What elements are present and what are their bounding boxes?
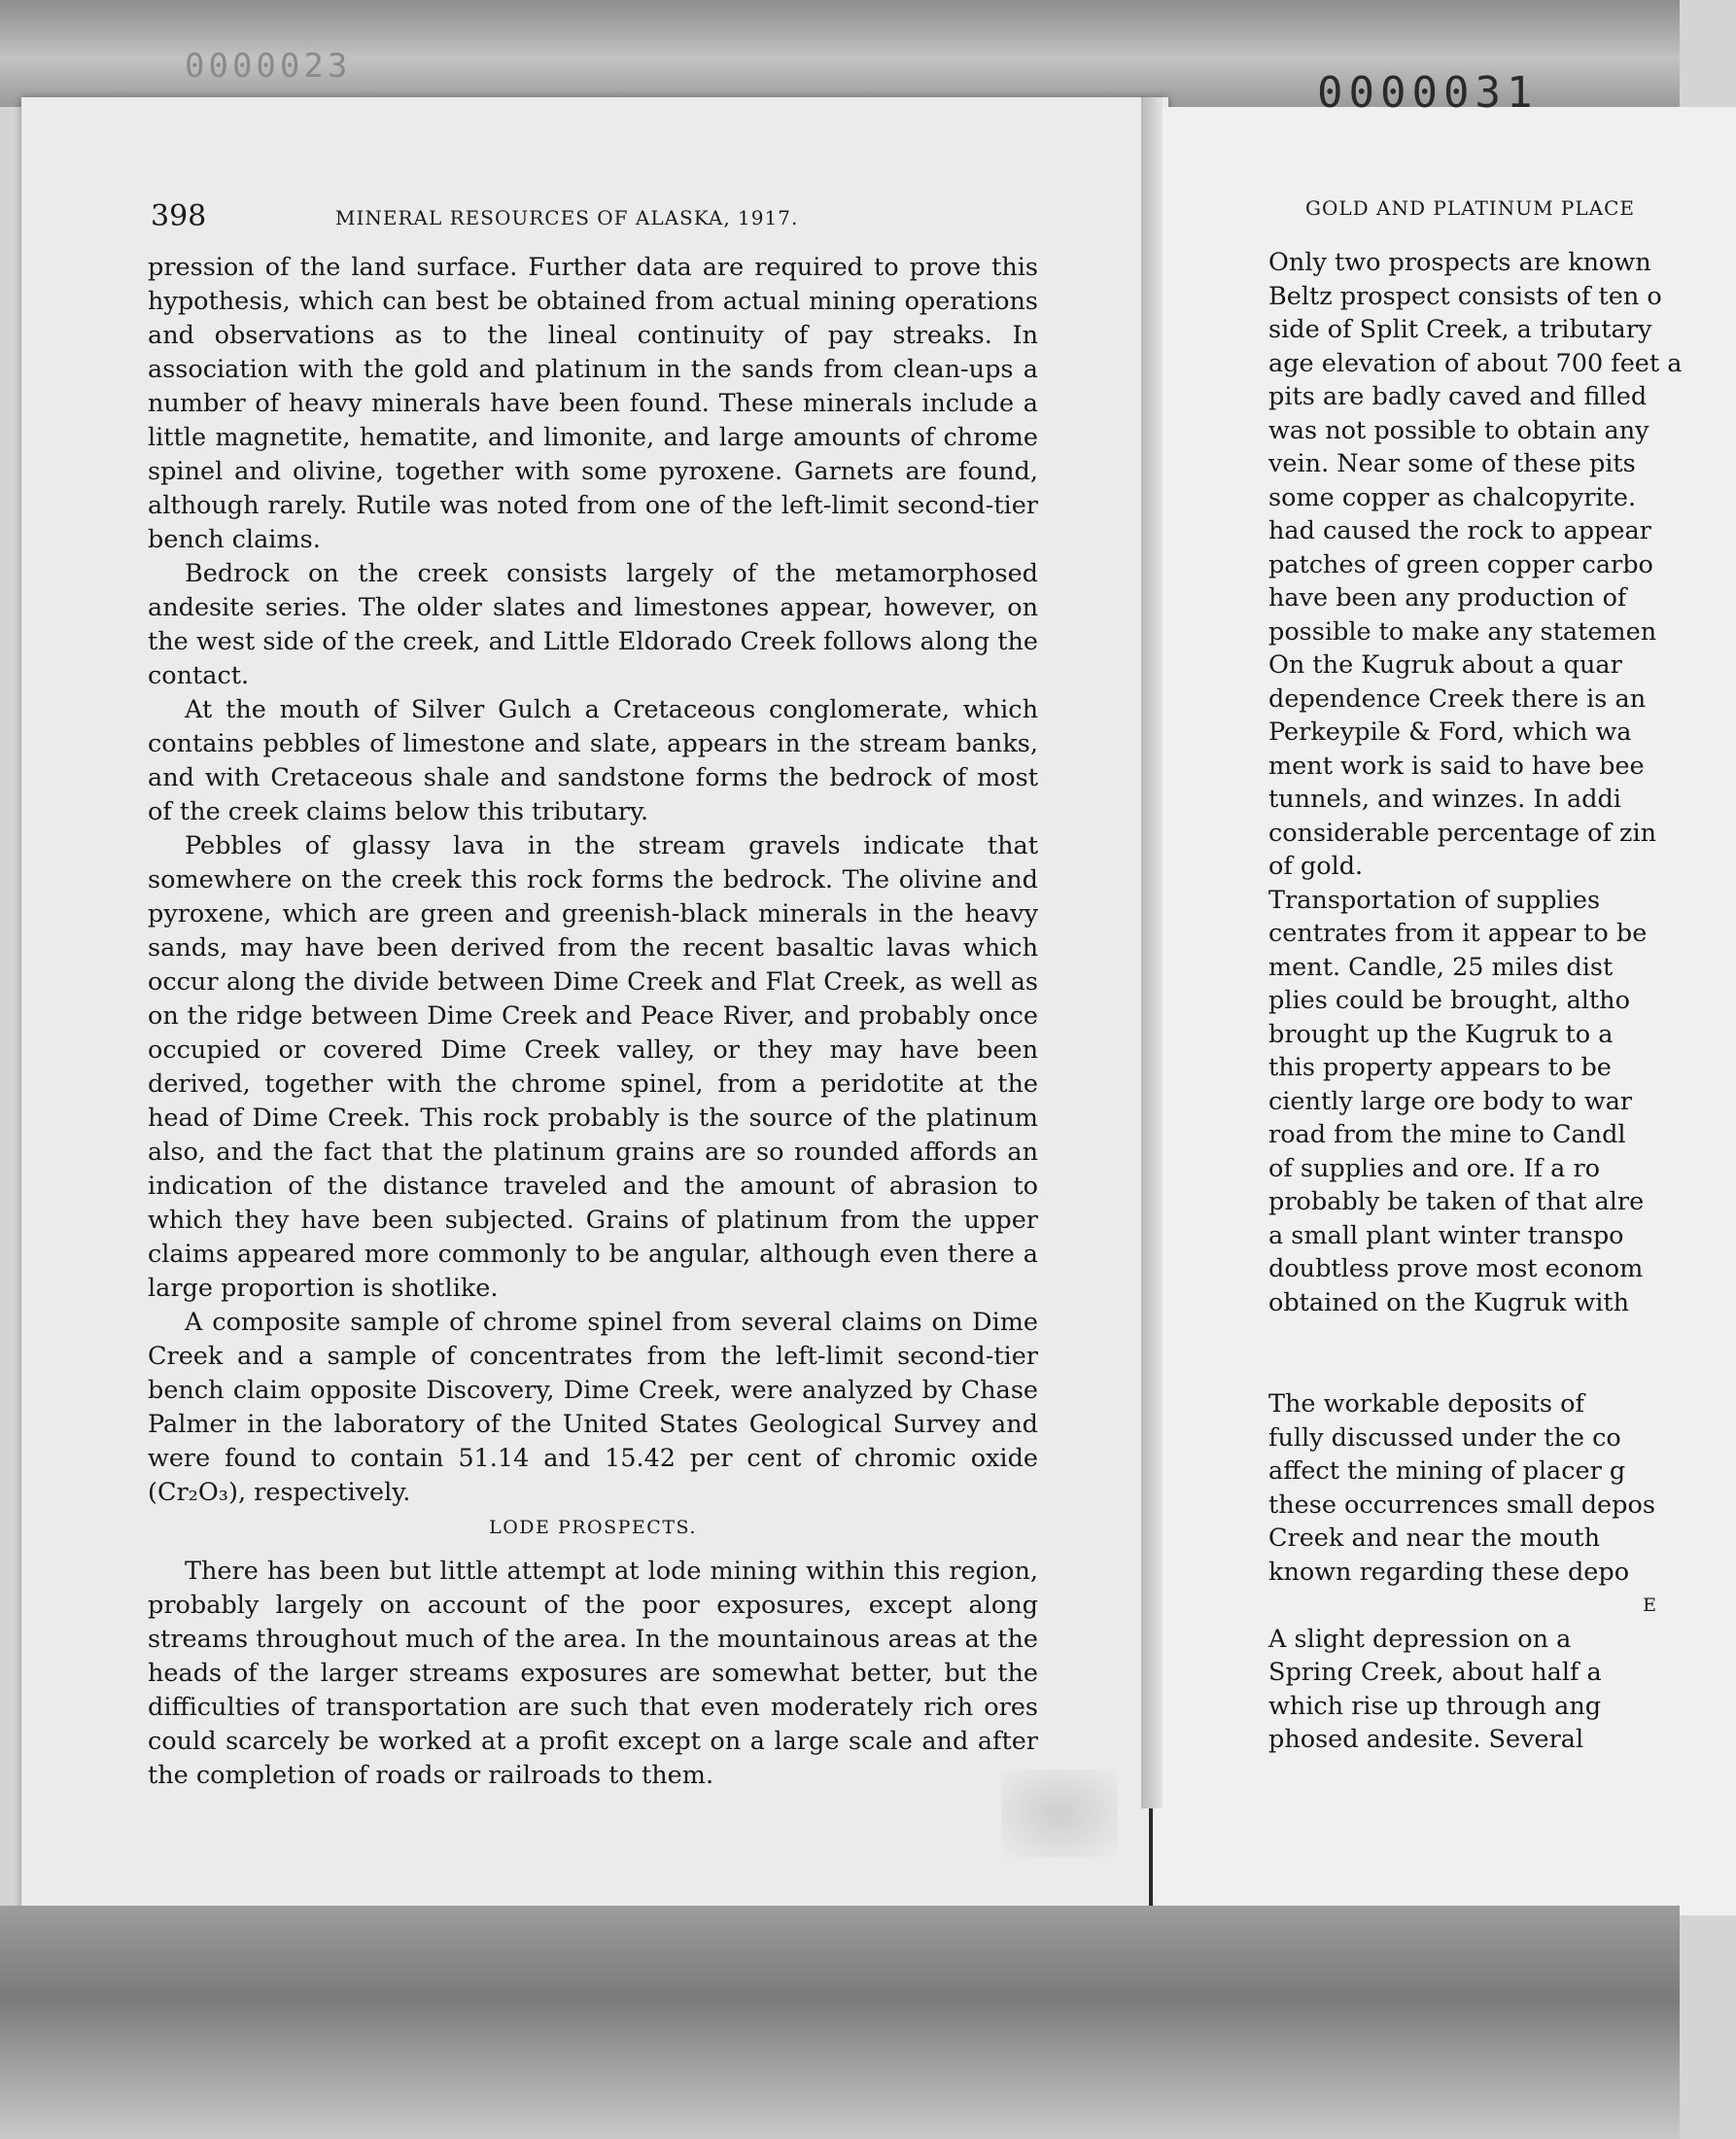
right-text-column <box>1268 246 1683 1754</box>
text-line: age elevation of about 700 feet a <box>1268 348 1683 378</box>
text-line: plies could be brought, altho <box>1268 986 1630 1015</box>
text-line: Perkeypile & Ford, which wa <box>1268 718 1632 747</box>
text-line: centrates from it appear to be <box>1268 919 1648 948</box>
text-line: known regarding these depo <box>1268 1557 1630 1587</box>
text-line: phosed andesite. Several <box>1268 1725 1584 1754</box>
text-line: considerable percentage of zin <box>1268 818 1657 848</box>
text-line: Spring Creek, about half a <box>1268 1658 1602 1687</box>
right-text-block <box>1268 246 1683 1319</box>
text-line: was not possible to obtain any <box>1268 415 1649 445</box>
text-line: pits are badly caved and filled <box>1268 382 1648 411</box>
scan-bottom-edge <box>0 1906 1680 2139</box>
text-line: road from the mine to Candl <box>1268 1120 1626 1149</box>
text-line: dependence Creek there is an <box>1268 684 1647 714</box>
text-line: brought up the Kugruk to a <box>1268 1019 1614 1049</box>
text-line: possible to make any statemen <box>1268 616 1657 647</box>
text-line: vein. Near some of these pits <box>1268 449 1636 478</box>
text-line: these occurrences small depos <box>1268 1490 1655 1520</box>
text-line: side of Split Creek, a tributary <box>1268 315 1652 344</box>
text-line: patches of green copper carbo <box>1268 549 1653 579</box>
text-line: have been any production of <box>1268 583 1627 613</box>
left-text-column <box>148 251 1038 1793</box>
text-line: had caused the rock to appear <box>1268 516 1651 545</box>
text-line: fully discussed under the co <box>1268 1422 1621 1453</box>
paragraph: At the mouth of Silver Gulch a Cretaceous conglomerate, which contains pebbles of limestone and slate, appears in the stream banks, and with Cretaceous shale and sandstone forms the bedrock of most of the creek claims below this tributary. <box>148 695 1038 826</box>
paragraph: There has been but little attempt at lode mining within this region, probably largely on account of the poor exposures, except along streams throughout much of the area. In the mountainous areas at the heads of the larger streams exposures are somewhat better, but the difficulties of transportation are such that even moderately rich ores could scarcely be worked at a profit except on a large scale and after the completion of roads or railroads to them. <box>148 1557 1038 1790</box>
text-line: of supplies and ore. If a ro <box>1268 1153 1601 1183</box>
text-line: ciently large ore body to war <box>1268 1086 1633 1116</box>
block-gap <box>1268 1319 1657 1387</box>
text-line: A slight depression on a <box>1268 1624 1572 1654</box>
text-line: which rise up through ang <box>1268 1691 1602 1721</box>
right-text-block <box>1268 1623 1657 1757</box>
text-line: The workable deposits of <box>1268 1389 1584 1419</box>
page-corner-shadow <box>1001 1770 1118 1857</box>
text-line: probably be taken of that alre <box>1268 1187 1645 1216</box>
text-line: doubtless prove most econom <box>1268 1254 1644 1283</box>
running-head-right: GOLD AND PLATINUM PLACE <box>1305 196 1635 220</box>
text-line: Transportation of supplies <box>1268 885 1601 915</box>
text-line: Creek and near the mouth <box>1268 1524 1601 1553</box>
text-line: ment work is said to have bee <box>1268 751 1645 781</box>
text-line: some copper as chalcopyrite. <box>1268 482 1637 512</box>
text-line: this property appears to be <box>1268 1053 1612 1082</box>
paragraph: Pebbles of glassy lava in the stream gravels indicate that somewhere on the creek this rock forms the bedrock. The olivine and pyroxene, which are green and greenish-black minerals in the heavy sands, may have been derived from the recent basaltic lavas which occur along the divide between Dime Creek and Flat Creek, as well as on the ridge between Dime Creek and Peace River, and probably once occupied or covered Dime Creek valley, or they may have been derived, together with the chrome spinel, from a peridotite at the head of Dime Creek. This rock probably is the source of the platinum also, and the fact that the platinum grains are so rounded affords an indication of the distance traveled and the amount of abrasion to which they have been subjected. Grains of platinum from the upper claims appeared more commonly to be angular, although even there a large proportion is shotlike. <box>148 831 1038 1303</box>
bleed-through-number: 0000023 <box>185 47 352 86</box>
text-line: of gold. <box>1268 852 1364 881</box>
book-gutter <box>1141 97 1163 1808</box>
text-line: On the Kugruk about a quar <box>1268 650 1622 680</box>
section-heading-fragment: E <box>1643 1595 1657 1616</box>
text-line: obtained on the Kugruk with <box>1268 1287 1630 1317</box>
text-line: tunnels, and winzes. In addi <box>1268 785 1621 814</box>
paragraph: Bedrock on the creek consists largely of the metamorphosed andesite series. The older slates and limestones appear, however, on the west side of the creek, and Little Eldorado Creek follows along the contact. <box>148 559 1038 690</box>
text-line: affect the mining of placer g <box>1268 1456 1626 1486</box>
text-line: Beltz prospect consists of ten o <box>1268 281 1662 311</box>
page-number: 398 <box>151 199 207 233</box>
bates-stamp-number: 0000031 <box>1317 68 1539 118</box>
text-line: a small plant winter transpo <box>1268 1220 1624 1250</box>
running-head-left: MINERAL RESOURCES OF ALASKA, 1917. <box>335 206 799 229</box>
right-text-block <box>1268 1387 1657 1589</box>
text-line: Only two prospects are known <box>1268 248 1651 277</box>
paragraph: A composite sample of chrome spinel from several claims on Dime Creek and a sample of concentrates from the left-limit second-tier bench claim opposite Discovery, Dime Creek, were analyzed by Chase Palmer in the laboratory of the United States Geological Survey and were found to contain 51.14 and 15.42 per cent of chromic oxide (Cr₂O₃), respectively. <box>148 1308 1038 1507</box>
text-line: ment. Candle, 25 miles dist <box>1268 952 1614 982</box>
paragraph: pression of the land surface. Further data are required to prove this hypothesis, which can best be obtained from actual mining operations and observations as to the lineal continuity of pay streaks. In association with the gold and platinum in the sands from clean-ups a number of heavy minerals have been found. These minerals include a little magnetite, hematite, and limonite, and large amounts of chrome spinel and olivine, together with some pyroxene. Garnets are found, although rarely. Rutile was noted from one of the left-limit second-tier bench claims. <box>148 253 1038 554</box>
section-heading: LODE PROSPECTS. <box>489 1517 697 1538</box>
